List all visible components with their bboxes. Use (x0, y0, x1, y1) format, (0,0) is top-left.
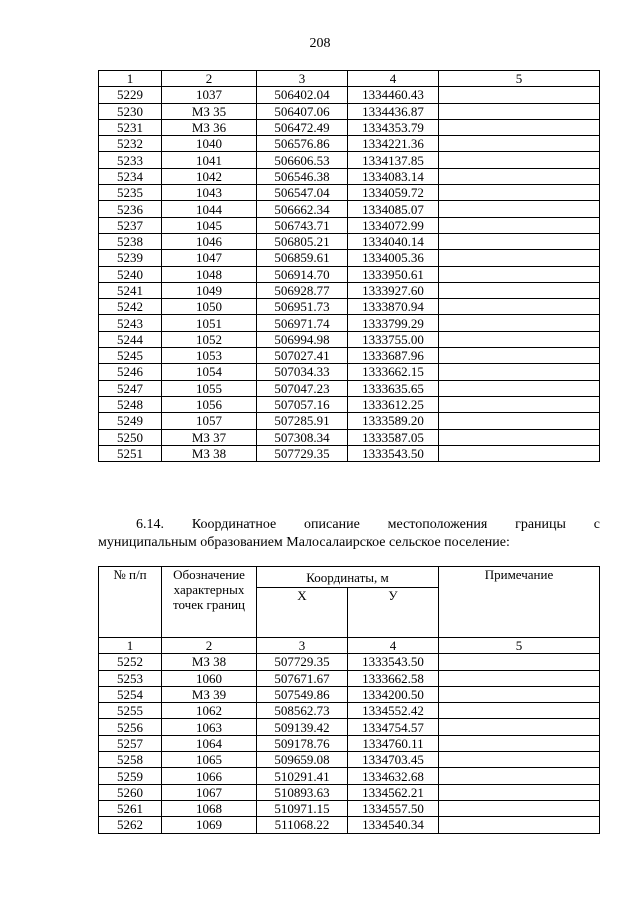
cell-x: 506402.04 (257, 87, 348, 103)
cell-y: 1333950.61 (348, 266, 439, 282)
table-row (99, 152, 600, 168)
paragraph-word: Координатное (191, 517, 277, 532)
cell-y: 1334221.36 (348, 136, 439, 152)
table-row (99, 800, 600, 816)
cell-note (439, 396, 600, 412)
cell-y: 1334760.11 (348, 735, 439, 751)
table-row (99, 168, 600, 184)
cell-x: 511068.22 (257, 817, 348, 833)
cell-designation: МЗ 37 (162, 429, 257, 445)
table-row (99, 87, 600, 103)
cell-num: 5257 (99, 735, 162, 751)
cell-y: 1333870.94 (348, 299, 439, 315)
cell-designation: 1040 (162, 136, 257, 152)
cell-x: 507034.33 (257, 364, 348, 380)
table-row (99, 299, 600, 315)
cell-note (439, 670, 600, 686)
paragraph-line-1 (98, 516, 600, 534)
cell-num: 5243 (99, 315, 162, 331)
table-row (99, 445, 600, 461)
cell-note (439, 817, 600, 833)
cell-y: 1334460.43 (348, 87, 439, 103)
cell-x: 506805.21 (257, 233, 348, 249)
cell-designation: 1050 (162, 299, 257, 315)
cell-note (439, 103, 600, 119)
table-row (99, 250, 600, 266)
section-number: 6.14. (136, 517, 164, 532)
cell-y: 1334540.34 (348, 817, 439, 833)
cell-designation: 1067 (162, 784, 257, 800)
cell-num: 5230 (99, 103, 162, 119)
cell-y: 1333662.58 (348, 670, 439, 686)
column-number-row (99, 71, 600, 87)
cell-note (439, 800, 600, 816)
cell-num: 5245 (99, 348, 162, 364)
cell-designation: МЗ 38 (162, 654, 257, 670)
cell-designation: МЗ 35 (162, 103, 257, 119)
cell-y: 1334040.14 (348, 233, 439, 249)
header-note: Примечание (439, 567, 600, 638)
cell-note (439, 768, 600, 784)
cell-num: 5248 (99, 396, 162, 412)
cell-num: 5262 (99, 817, 162, 833)
table-row (99, 752, 600, 768)
cell-designation: 1068 (162, 800, 257, 816)
cell-num: 5232 (99, 136, 162, 152)
cell-designation: 1066 (162, 768, 257, 784)
cell-note (439, 201, 600, 217)
cell-num: 5242 (99, 299, 162, 315)
table-row (99, 282, 600, 298)
cell-x: 506547.04 (257, 185, 348, 201)
cell-y: 1334557.50 (348, 800, 439, 816)
cell-num: 5246 (99, 364, 162, 380)
cell-note (439, 654, 600, 670)
cell-designation: 1063 (162, 719, 257, 735)
cell-designation: 1062 (162, 703, 257, 719)
cell-designation: МЗ 36 (162, 119, 257, 135)
cell-x: 506928.77 (257, 282, 348, 298)
cell-designation: МЗ 38 (162, 445, 257, 461)
cell-x: 507729.35 (257, 445, 348, 461)
cell-num: 5238 (99, 233, 162, 249)
cell-y: 1334632.68 (348, 768, 439, 784)
cell-x: 506994.98 (257, 331, 348, 347)
paragraph-word: границы (515, 517, 566, 532)
paragraph-word: с (593, 517, 600, 532)
table-row (99, 703, 600, 719)
cell-x: 510291.41 (257, 768, 348, 784)
cell-designation: 1041 (162, 152, 257, 168)
cell-y: 1333662.15 (348, 364, 439, 380)
cell-note (439, 445, 600, 461)
cell-designation: 1060 (162, 670, 257, 686)
cell-note (439, 784, 600, 800)
section-paragraph (98, 516, 600, 552)
cell-note: 5 (439, 71, 600, 87)
cell-num: 5253 (99, 670, 162, 686)
cell-y: 1333587.05 (348, 429, 439, 445)
cell-num: 5241 (99, 282, 162, 298)
cell-x: 506606.53 (257, 152, 348, 168)
cell-x: 509139.42 (257, 719, 348, 735)
cell-y: 1333687.96 (348, 348, 439, 364)
cell-num: 5255 (99, 703, 162, 719)
cell-num: 5250 (99, 429, 162, 445)
cell-designation: 1045 (162, 217, 257, 233)
table-row (99, 817, 600, 833)
cell-designation: 1052 (162, 331, 257, 347)
table-row (99, 364, 600, 380)
cell-designation: 1057 (162, 413, 257, 429)
cell-num: 1 (99, 71, 162, 87)
cell-designation: 1046 (162, 233, 257, 249)
cell-x: 506743.71 (257, 217, 348, 233)
paragraph-line-2: муниципальным образованием Малосалаирское сельское поселение: (98, 535, 510, 550)
cell-x: 506472.49 (257, 119, 348, 135)
paragraph-word: местоположения (387, 517, 488, 532)
cell-y: 1333589.20 (348, 413, 439, 429)
cell-designation: 1064 (162, 735, 257, 751)
cell-note (439, 429, 600, 445)
cell-x: 509659.08 (257, 752, 348, 768)
table-row (99, 348, 600, 364)
table-row (99, 654, 600, 670)
cell-y: 1333635.65 (348, 380, 439, 396)
cell-x: 507729.35 (257, 654, 348, 670)
cell-y: 1334562.21 (348, 784, 439, 800)
table-row (99, 119, 600, 135)
cell-num: 5229 (99, 87, 162, 103)
cell-num: 5233 (99, 152, 162, 168)
table-row (99, 217, 600, 233)
cell-y: 1334059.72 (348, 185, 439, 201)
table-row (99, 233, 600, 249)
cell-y: 1334072.99 (348, 217, 439, 233)
cell-note (439, 703, 600, 719)
cell-designation: 1048 (162, 266, 257, 282)
cell-note (439, 217, 600, 233)
column-number-row (99, 638, 600, 654)
cell-x: 506859.61 (257, 250, 348, 266)
cell-num: 5256 (99, 719, 162, 735)
cell-note (439, 331, 600, 347)
cell-num: 5251 (99, 445, 162, 461)
cell-x: 510893.63 (257, 784, 348, 800)
cell-note (439, 719, 600, 735)
cell-designation: 1051 (162, 315, 257, 331)
cell-x: 3 (257, 638, 348, 654)
cell-note (439, 380, 600, 396)
table-row (99, 103, 600, 119)
cell-x: 507027.41 (257, 348, 348, 364)
cell-designation: 1044 (162, 201, 257, 217)
table-row (99, 686, 600, 702)
cell-y: 1333543.50 (348, 654, 439, 670)
cell-note (439, 119, 600, 135)
cell-note (439, 266, 600, 282)
cell-note (439, 168, 600, 184)
cell-designation: 1043 (162, 185, 257, 201)
cell-num: 5261 (99, 800, 162, 816)
cell-designation: 2 (162, 638, 257, 654)
table-row (99, 315, 600, 331)
cell-num: 5258 (99, 752, 162, 768)
cell-note (439, 282, 600, 298)
cell-x: 508562.73 (257, 703, 348, 719)
table-row (99, 735, 600, 751)
cell-designation: МЗ 39 (162, 686, 257, 702)
table-row (99, 719, 600, 735)
cell-y: 1334083.14 (348, 168, 439, 184)
header-y: У (348, 588, 439, 638)
cell-designation: 1054 (162, 364, 257, 380)
table-row (99, 670, 600, 686)
cell-designation: 1037 (162, 87, 257, 103)
cell-designation: 1049 (162, 282, 257, 298)
cell-y: 1334137.85 (348, 152, 439, 168)
cell-num: 5252 (99, 654, 162, 670)
cell-y: 1334436.87 (348, 103, 439, 119)
cell-note (439, 413, 600, 429)
cell-x: 506951.73 (257, 299, 348, 315)
cell-num: 5237 (99, 217, 162, 233)
table-row (99, 331, 600, 347)
cell-num: 5244 (99, 331, 162, 347)
table-row (99, 784, 600, 800)
cell-note (439, 686, 600, 702)
cell-y: 1334754.57 (348, 719, 439, 735)
cell-y: 1333755.00 (348, 331, 439, 347)
cell-designation: 1047 (162, 250, 257, 266)
header-designation: Обозначение характерных точек границ (162, 567, 257, 638)
table-row (99, 396, 600, 412)
cell-designation: 1069 (162, 817, 257, 833)
cell-num: 5231 (99, 119, 162, 135)
cell-designation: 1055 (162, 380, 257, 396)
cell-y: 1334005.36 (348, 250, 439, 266)
cell-y: 1334552.42 (348, 703, 439, 719)
cell-x: 507047.23 (257, 380, 348, 396)
cell-num: 5235 (99, 185, 162, 201)
coordinates-table-continued (98, 70, 600, 462)
table-row (99, 201, 600, 217)
table-row (99, 266, 600, 282)
cell-note (439, 250, 600, 266)
cell-num: 5247 (99, 380, 162, 396)
table-row (99, 413, 600, 429)
page-number: 208 (309, 36, 331, 51)
cell-note (439, 735, 600, 751)
cell-num: 5254 (99, 686, 162, 702)
cell-note (439, 752, 600, 768)
cell-num: 5236 (99, 201, 162, 217)
cell-note (439, 152, 600, 168)
cell-num: 1 (99, 638, 162, 654)
cell-note (439, 87, 600, 103)
cell-y: 1333612.25 (348, 396, 439, 412)
cell-y: 1333543.50 (348, 445, 439, 461)
cell-x: 507671.67 (257, 670, 348, 686)
cell-x: 507308.34 (257, 429, 348, 445)
header-num: № п/п (99, 567, 162, 638)
cell-designation: 2 (162, 71, 257, 87)
cell-x: 506914.70 (257, 266, 348, 282)
cell-x: 509178.76 (257, 735, 348, 751)
cell-x: 506576.86 (257, 136, 348, 152)
boundary-coordinates-table (98, 566, 600, 834)
cell-num: 5249 (99, 413, 162, 429)
cell-designation: 1053 (162, 348, 257, 364)
cell-y: 1334703.45 (348, 752, 439, 768)
cell-note (439, 136, 600, 152)
header-x: Х (257, 588, 348, 638)
cell-x: 506662.34 (257, 201, 348, 217)
cell-y: 1334353.79 (348, 119, 439, 135)
cell-note (439, 185, 600, 201)
cell-num: 5234 (99, 168, 162, 184)
cell-note (439, 364, 600, 380)
cell-y: 1334085.07 (348, 201, 439, 217)
cell-x: 507057.16 (257, 396, 348, 412)
cell-y: 1333799.29 (348, 315, 439, 331)
cell-note: 5 (439, 638, 600, 654)
cell-y: 4 (348, 71, 439, 87)
table-row (99, 136, 600, 152)
cell-x: 507549.86 (257, 686, 348, 702)
cell-y: 1334200.50 (348, 686, 439, 702)
cell-x: 506407.06 (257, 103, 348, 119)
cell-x: 507285.91 (257, 413, 348, 429)
cell-y: 1333927.60 (348, 282, 439, 298)
cell-note (439, 233, 600, 249)
cell-x: 510971.15 (257, 800, 348, 816)
cell-x: 506971.74 (257, 315, 348, 331)
table-row (99, 768, 600, 784)
cell-designation: 1065 (162, 752, 257, 768)
table-row (99, 185, 600, 201)
paragraph-word: описание (304, 517, 360, 532)
cell-note (439, 299, 600, 315)
cell-note (439, 315, 600, 331)
cell-num: 5260 (99, 784, 162, 800)
cell-x: 3 (257, 71, 348, 87)
cell-x: 506546.38 (257, 168, 348, 184)
cell-note (439, 348, 600, 364)
cell-num: 5239 (99, 250, 162, 266)
cell-designation: 1056 (162, 396, 257, 412)
cell-num: 5259 (99, 768, 162, 784)
cell-num: 5240 (99, 266, 162, 282)
table-row (99, 429, 600, 445)
header-coordinates: Координаты, м (257, 567, 439, 588)
table-row (99, 380, 600, 396)
cell-designation: 1042 (162, 168, 257, 184)
cell-y: 4 (348, 638, 439, 654)
